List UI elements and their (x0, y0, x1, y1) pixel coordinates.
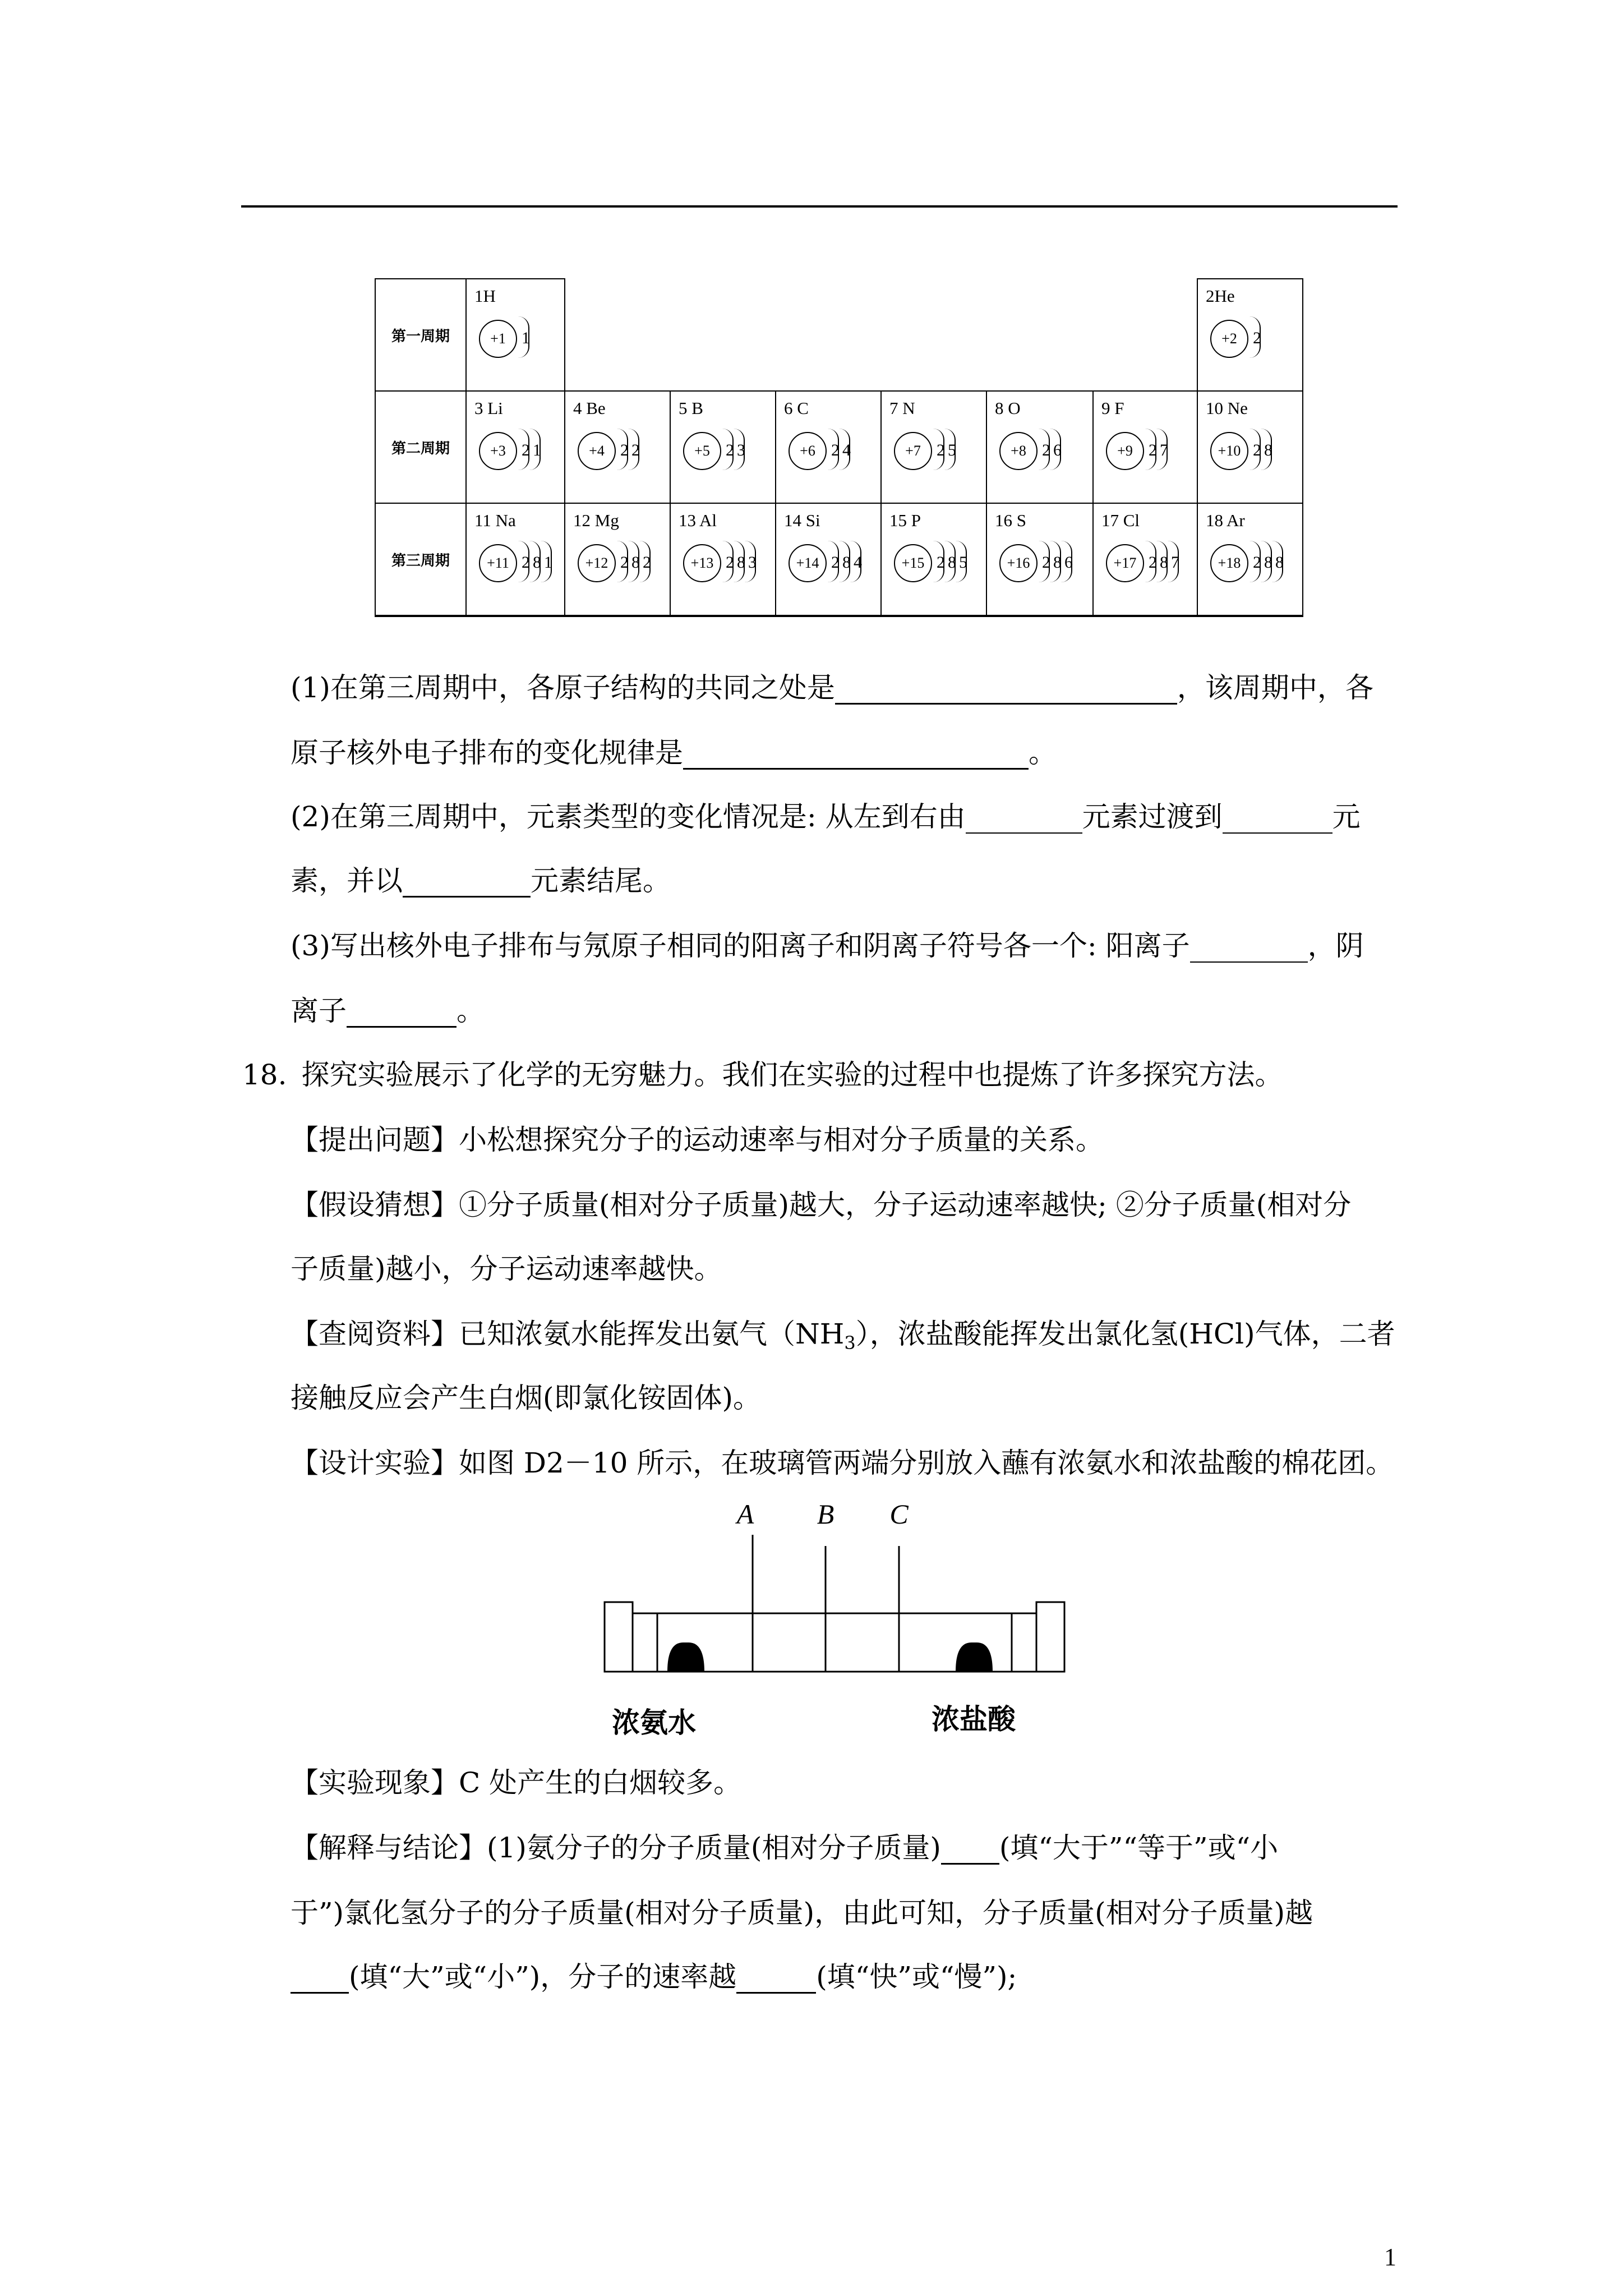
q2-text-c: 元 (1332, 800, 1361, 833)
nucleus-charge: +10 (1210, 432, 1248, 470)
element-cell (466, 279, 565, 391)
shell-electron-count: 8 (631, 553, 640, 572)
shell-electron-count: 3 (748, 553, 757, 572)
q18-design: 【设计实验】如图 D2－10 所示，在玻璃管两端分别放入蘸有浓氨水和浓盐酸的棉花团。 (291, 1447, 1394, 1479)
nucleus-charge: +11 (479, 544, 517, 582)
shell-electron-count: 2 (1253, 329, 1261, 347)
element-cell (565, 503, 670, 616)
q2-blank-1[interactable] (966, 804, 1082, 834)
element-symbol: 16 S (995, 510, 1026, 530)
q2-text-e: 元素结尾。 (531, 864, 671, 897)
nucleus-charge: +9 (1106, 432, 1144, 470)
q18-conclusion-1a: 【解释与结论】(1)氨分子的分子质量(相对分子质量) (291, 1832, 941, 1864)
element-symbol: 13 Al (679, 510, 717, 530)
hcl-cotton-ball (956, 1642, 993, 1672)
shell-electron-count: 2 (522, 441, 530, 459)
element-symbol: 6 C (784, 398, 809, 418)
q18-data-2: 接触反应会产生白烟(即氯化铵固体)。 (291, 1382, 762, 1414)
q18-data-1a: 【查阅资料】已知浓氨水能挥发出氨气（NH (291, 1318, 845, 1350)
empty-cell (1093, 279, 1197, 391)
nucleus-charge: +2 (1210, 320, 1248, 358)
conclusion-blank-2[interactable] (291, 1964, 349, 1994)
right-stopper (1036, 1602, 1064, 1672)
nucleus-charge: +18 (1210, 544, 1248, 582)
shell-electron-count: 2 (620, 441, 629, 459)
nucleus-charge: +7 (894, 432, 932, 470)
element-cell (670, 391, 776, 503)
shell-electron-count: 2 (631, 441, 640, 459)
empty-cell (776, 279, 881, 391)
conclusion-blank-1[interactable] (941, 1835, 999, 1865)
shell-electron-count: 2 (1149, 441, 1157, 459)
q1-text-c: 原子核外电子排布的变化规律是 (291, 737, 683, 769)
element-symbol: 4 Be (573, 398, 606, 418)
shell-electron-count: 8 (1264, 441, 1272, 459)
glass-tube-figure (594, 1492, 1077, 1750)
q1-blank-2[interactable] (683, 740, 1029, 770)
element-cell (881, 503, 986, 616)
element-symbol: 18 Ar (1206, 510, 1245, 530)
element-cell (1197, 279, 1303, 391)
shell-electron-count: 2 (620, 553, 629, 572)
header-rule (241, 205, 1398, 208)
q2-blank-3[interactable] (403, 868, 531, 898)
shell-electron-count: 8 (737, 553, 745, 572)
shell-electron-count: 2 (1042, 441, 1050, 459)
label-a: A (736, 1498, 754, 1530)
element-cell (1093, 391, 1197, 503)
empty-cell (670, 279, 776, 391)
shell-electron-count: 8 (842, 553, 851, 572)
q3-text-b: ，阴 (1307, 930, 1364, 962)
element-cell (776, 503, 881, 616)
element-cell (670, 503, 776, 616)
shell-electron-count: 8 (1053, 553, 1062, 572)
empty-cell (881, 279, 986, 391)
element-cell (881, 391, 986, 503)
element-cell (1197, 391, 1303, 503)
q1-blank-1[interactable] (835, 675, 1177, 705)
q18-hypothesis-2: 子质量)越小，分子运动速率越快。 (291, 1253, 722, 1285)
nucleus-charge: +13 (683, 544, 721, 582)
left-stopper (605, 1602, 633, 1672)
shell-electron-count: 1 (544, 553, 552, 572)
q18-hypothesis-1: 【假设猜想】①分子质量(相对分子质量)越大，分子运动速率越快; ②分子质量(相对分 (291, 1189, 1352, 1221)
shell-electron-count: 2 (1253, 553, 1261, 572)
element-symbol: 10 Ne (1206, 398, 1248, 418)
shell-electron-count: 1 (522, 329, 530, 347)
shell-electron-count: 2 (1149, 553, 1157, 572)
shell-electron-count: 6 (1064, 553, 1073, 572)
element-cell (565, 391, 670, 503)
q18-data-1b: ），浓盐酸能挥发出氯化氢(HCl)气体，二者 (855, 1318, 1395, 1350)
nucleus-charge: +16 (999, 544, 1038, 582)
q1-text-d: 。 (1029, 737, 1057, 769)
element-symbol: 15 P (889, 510, 921, 530)
shell-electron-count: 5 (948, 441, 956, 459)
shell-electron-count: 2 (831, 441, 840, 459)
element-symbol: 5 B (679, 398, 703, 418)
shell-electron-count: 4 (842, 441, 851, 459)
q18-conclusion-3b: (填“快”或“慢”); (816, 1961, 1017, 1993)
element-symbol: 1H (474, 286, 496, 306)
shell-electron-count: 6 (1053, 441, 1062, 459)
shell-electron-count: 2 (1042, 553, 1050, 572)
q2-text-a: (2)在第三周期中，元素类型的变化情况是: 从左到右由 (291, 800, 966, 833)
element-symbol: 3 Li (474, 398, 503, 418)
q2-line2 (291, 864, 671, 898)
element-symbol: 7 N (889, 398, 915, 418)
shell-electron-count: 2 (726, 553, 734, 572)
q1-text-a: (1)在第三周期中，各原子结构的共同之处是 (291, 671, 835, 704)
element-symbol: 17 Cl (1101, 510, 1140, 530)
element-symbol: 14 Si (784, 510, 820, 530)
q3-text-a: (3)写出核外电子排布与氖原子相同的阳离子和阴离子符号各一个: 阳离子 (291, 930, 1190, 962)
period-row (375, 391, 1303, 503)
shell-electron-count: 7 (1171, 553, 1179, 572)
q1-line2 (291, 736, 1057, 770)
nucleus-charge: +12 (578, 544, 616, 582)
q18-conclusion-1 (291, 1831, 1278, 1865)
q1-text-b: ，该周期中，各 (1177, 671, 1373, 704)
shell-electron-count: 2 (937, 441, 945, 459)
period-row (375, 503, 1303, 616)
nucleus-charge: +5 (683, 432, 721, 470)
nucleus-charge: +15 (894, 544, 932, 582)
q2-line1 (291, 800, 1361, 834)
electron-shells (1249, 432, 1328, 468)
shell-electron-count: 2 (1253, 441, 1261, 459)
shell-electron-count: 4 (854, 553, 862, 572)
shell-electron-count: 7 (1160, 441, 1168, 459)
q18-phenomenon: 【实验现象】C 处产生的白烟较多。 (291, 1766, 742, 1799)
conclusion-blank-3[interactable] (736, 1964, 816, 1994)
q18-conclusion-2: 于”)氯化氢分子的分子质量(相对分子质量)，由此可知，分子质量(相对分子质量)越 (291, 1897, 1313, 1929)
period-label: 第三周期 (375, 503, 466, 616)
q18-problem: 【提出问题】小松想探究分子的运动速率与相对分子质量的关系。 (291, 1124, 1104, 1156)
electron-shells (1249, 544, 1328, 580)
element-cell (776, 391, 881, 503)
shell-electron-count: 2 (831, 553, 840, 572)
q2-text-b: 元素过渡到 (1082, 800, 1223, 833)
element-symbol: 12 Mg (573, 510, 619, 530)
nucleus-charge: +3 (479, 432, 517, 470)
shell-electron-count: 8 (1275, 553, 1284, 572)
q18-conclusion-1b: (填“大于”“等于”或“小 (999, 1832, 1279, 1864)
ammonia-cotton-ball (667, 1642, 704, 1672)
page-number: 1 (1384, 2243, 1396, 2271)
shell-electron-count: 8 (533, 553, 541, 572)
nucleus-charge: +1 (479, 320, 517, 358)
q1-line1 (291, 671, 1373, 705)
period-label: 第一周期 (375, 279, 466, 391)
element-cell (986, 391, 1093, 503)
shell-electron-count: 2 (643, 553, 651, 572)
q3-blank-1[interactable] (1190, 933, 1308, 963)
nucleus-charge: +4 (578, 432, 616, 470)
element-symbol: 9 F (1101, 398, 1124, 418)
q18-data-1 (291, 1317, 1395, 1360)
element-cell (986, 503, 1093, 616)
q18-intro (242, 1058, 1283, 1092)
q18-data-subscript: 3 (844, 1332, 856, 1354)
q2-text-d: 素，并以 (291, 864, 403, 897)
shell-electron-count: 8 (1160, 553, 1168, 572)
shell-electron-count: 5 (959, 553, 967, 572)
nucleus-charge: +6 (789, 432, 827, 470)
shell-electron-count: 8 (1264, 553, 1272, 572)
empty-cell (565, 279, 670, 391)
shell-electron-count: 3 (737, 441, 745, 459)
element-symbol: 11 Na (474, 510, 516, 530)
q18-intro-text: 探究实验展示了化学的无穷魅力。我们在实验的过程中也提炼了许多探究方法。 (301, 1059, 1283, 1091)
q3-blank-2[interactable] (347, 998, 457, 1028)
q3-text-d: 。 (457, 995, 485, 1027)
q18-conclusion-3 (291, 1960, 1017, 1994)
q3-line1 (291, 929, 1364, 963)
shell-electron-count: 2 (726, 441, 734, 459)
shell-electron-count: 2 (522, 553, 530, 572)
q18-conclusion-3a: (填“大”或“小”)，分子的速率越 (349, 1961, 737, 1993)
shell-electron-count: 8 (948, 553, 956, 572)
label-b: B (817, 1498, 834, 1530)
question-number: 18. (242, 1059, 287, 1091)
period-label: 第二周期 (375, 391, 466, 503)
nucleus-charge: +14 (789, 544, 827, 582)
nucleus-charge: +17 (1106, 544, 1144, 582)
q3-line2 (291, 994, 485, 1028)
element-cell (1093, 503, 1197, 616)
element-cell (466, 391, 565, 503)
ammonia-label: 浓氨水 (612, 1706, 696, 1739)
element-cell (466, 503, 565, 616)
empty-cell (986, 279, 1093, 391)
label-c: C (889, 1498, 909, 1530)
element-symbol: 8 O (995, 398, 1021, 418)
q3-text-c: 离子 (291, 995, 347, 1027)
element-cell (1197, 503, 1303, 616)
shell-electron-count: 2 (937, 553, 945, 572)
nucleus-charge: +8 (999, 432, 1038, 470)
q2-blank-2[interactable] (1223, 804, 1332, 834)
shell-electron-count: 1 (533, 441, 541, 459)
element-symbol: 2He (1206, 286, 1235, 306)
hcl-label: 浓盐酸 (932, 1703, 1016, 1736)
period-row (375, 279, 1303, 391)
periodic-table (375, 278, 1303, 617)
electron-shells (1249, 320, 1328, 356)
